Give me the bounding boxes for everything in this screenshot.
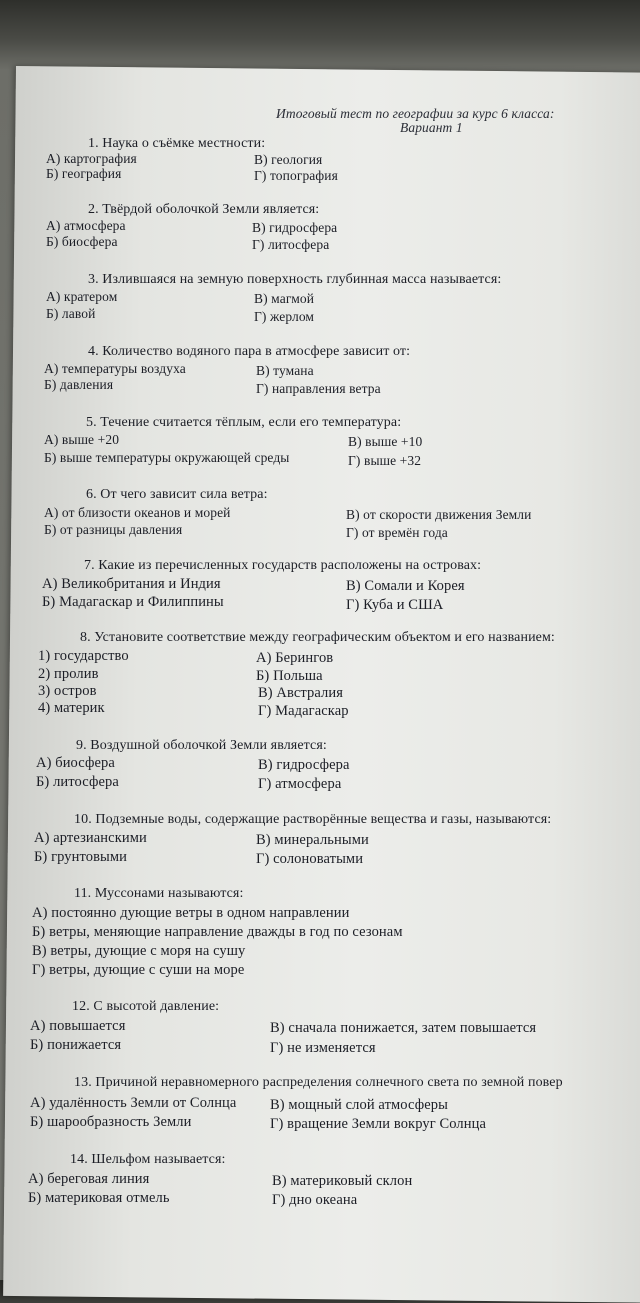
option-d: Г) ветры, дующие с суши на море [32, 962, 245, 978]
question-text: 10. Подземные воды, содержащие растворённые вещества и газы, называются: [74, 812, 552, 827]
option-d: Г) направления ветра [256, 381, 381, 396]
question-text: 12. С высотой давление: [72, 999, 220, 1014]
question-text: 6. От чего зависит сила ветра: [86, 487, 268, 502]
option-a: А) Великобритания и Индия [42, 576, 221, 592]
option-c: В) магмой [254, 291, 315, 306]
test-variant: Вариант 1 [400, 120, 463, 135]
match-right-a: А) Берингов [256, 650, 334, 666]
question-text: 5. Течение считается тёплым, если его температура: [86, 415, 402, 430]
option-a: А) артезианскими [34, 830, 147, 846]
question-text: 2. Твёрдой оболочкой Земли является: [88, 202, 320, 217]
option-b: Б) грунтовыми [34, 849, 128, 865]
option-d: Г) топография [254, 168, 338, 183]
question-text: 14. Шельфом называется: [70, 1152, 226, 1167]
match-left-4: 4) материк [38, 700, 105, 716]
question-text: 8. Установите соответствие между географическим объектом и его названием: [80, 630, 555, 645]
option-b: Б) литосфера [36, 774, 119, 790]
option-b: Б) биосфера [46, 234, 118, 249]
option-c: В) гидросфера [258, 757, 350, 773]
option-c: В) минеральными [256, 832, 369, 848]
option-c: В) гидросфера [252, 220, 338, 235]
option-d: Г) Куба и США [346, 597, 444, 613]
option-d: Г) солоноватыми [256, 851, 364, 867]
option-c: В) геология [254, 152, 323, 167]
option-d: Г) атмосфера [258, 776, 342, 792]
question-text: 7. Какие из перечисленных государств расположены на островах: [84, 558, 482, 573]
match-right-d: Г) Мадагаскар [258, 703, 349, 719]
option-c: В) от скорости движения Земли [346, 507, 532, 522]
option-b: Б) от разницы давления [44, 522, 183, 537]
option-b: Б) Мадагаскар и Филиппины [42, 594, 224, 610]
question-text: 1. Наука о съёмке местности: [88, 136, 266, 151]
option-a: А) повышается [30, 1018, 126, 1034]
option-d: Г) дно океана [272, 1192, 358, 1208]
option-a: А) кратером [46, 289, 118, 304]
option-c: В) мощный слой атмосферы [270, 1097, 448, 1113]
option-c: В) сначала понижается, затем повышается [270, 1020, 537, 1036]
option-b: Б) понижается [30, 1037, 122, 1053]
option-a: А) от близости океанов и морей [44, 505, 231, 520]
question-text: 4. Количество водяного пара в атмосфере зависит от: [88, 344, 411, 359]
option-a: А) береговая линия [28, 1171, 150, 1187]
option-c: В) материковый склон [272, 1173, 413, 1189]
option-a: А) удалённость Земли от Солнца [30, 1095, 237, 1111]
test-title: Итоговый тест по географии за курс 6 класса: [276, 106, 555, 121]
option-c: В) ветры, дующие с моря на сушу [32, 943, 246, 959]
option-a: А) атмосфера [46, 218, 126, 233]
option-d: Г) выше +32 [348, 453, 422, 468]
question-text: 3. Излившаяся на земную поверхность глубинная масса называется: [88, 272, 502, 287]
question-text: 11. Муссонами называются: [74, 886, 244, 901]
option-b: Б) география [46, 166, 122, 181]
option-d: Г) от времён года [346, 525, 448, 540]
option-d: Г) жерлом [254, 309, 315, 324]
option-b: Б) лавой [46, 306, 96, 321]
option-d: Г) вращение Земли вокруг Солнца [270, 1116, 486, 1132]
option-a: А) температуры воздуха [44, 361, 186, 376]
option-a: А) выше +20 [44, 432, 120, 447]
option-d: Г) литосфера [252, 237, 330, 252]
match-right-b: Б) Польша [256, 668, 323, 684]
question-text: 13. Причиной неравномерного распределения солнечного света по земной повер [74, 1075, 563, 1090]
option-d: Г) не изменяется [270, 1040, 376, 1056]
option-c: В) выше +10 [348, 434, 423, 449]
option-b: Б) материковая отмель [28, 1190, 170, 1206]
match-right-c: В) Австралия [258, 685, 343, 701]
option-c: В) Сомали и Корея [346, 578, 465, 594]
option-a: А) биосфера [36, 755, 115, 771]
match-left-3: 3) остров [38, 683, 97, 699]
match-left-2: 2) пролив [38, 666, 99, 682]
question-text: 9. Воздушной оболочкой Земли является: [76, 738, 327, 753]
option-b: Б) шарообразность Земли [30, 1114, 192, 1130]
option-a: А) постоянно дующие ветры в одном направлении [32, 905, 350, 921]
option-c: В) тумана [256, 363, 314, 378]
option-b: Б) выше температуры окружающей среды [44, 450, 290, 465]
option-b: Б) давления [44, 377, 114, 392]
option-b: Б) ветры, меняющие направление дважды в год по сезонам [32, 924, 403, 940]
option-a: А) картография [46, 151, 137, 166]
match-left-1: 1) государство [38, 648, 129, 664]
